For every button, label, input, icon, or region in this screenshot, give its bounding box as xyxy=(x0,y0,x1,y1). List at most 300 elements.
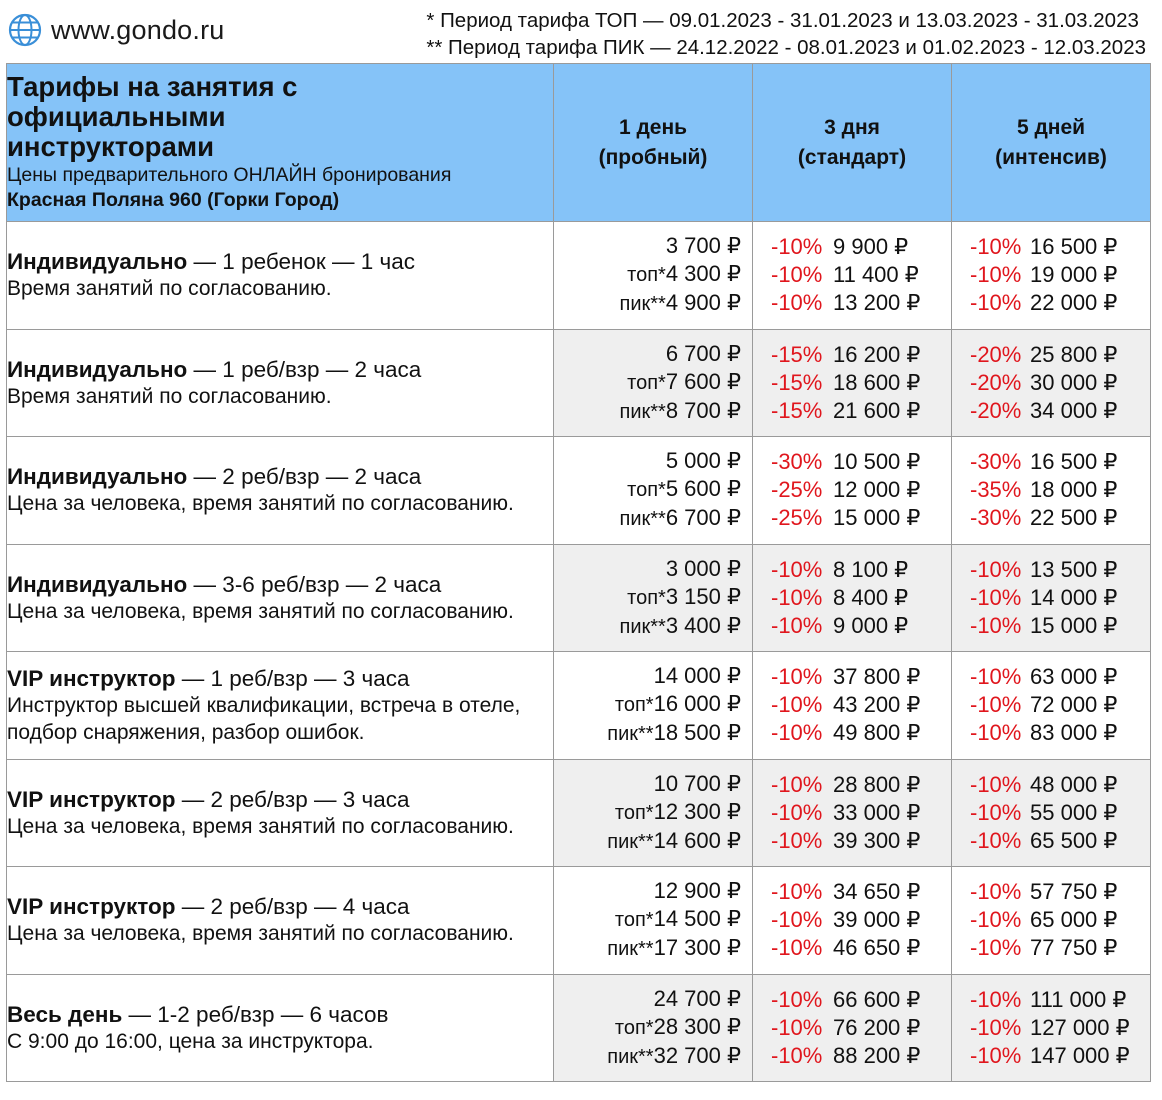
service-note: Цена за человека, время занятий по согласованию. xyxy=(7,599,514,623)
discount-value: -10% xyxy=(970,935,1022,961)
discount-value: -10% xyxy=(970,262,1022,288)
price-value: 46 650 ₽ xyxy=(833,935,921,961)
tier-label: топ* xyxy=(627,371,666,394)
discount-value: -15% xyxy=(771,397,823,423)
price-line-peak xyxy=(753,1042,951,1070)
service-description-cell xyxy=(7,437,554,545)
top-bar xyxy=(0,0,1162,62)
tier-label: пик** xyxy=(619,508,666,531)
discount-value: -10% xyxy=(771,720,823,746)
price-line-peak xyxy=(952,1042,1150,1070)
service-description-cell xyxy=(7,974,554,1082)
price-value: 49 800 ₽ xyxy=(833,720,921,746)
price-value: 13 500 ₽ xyxy=(1030,556,1118,582)
price-line-base xyxy=(952,233,1150,261)
price-line-top xyxy=(554,368,752,397)
price-line-top xyxy=(952,691,1150,719)
price-line-peak xyxy=(554,289,752,318)
price-line-peak xyxy=(753,289,951,317)
site-link[interactable] xyxy=(8,10,225,50)
price-value: 14 000 ₽ xyxy=(653,663,741,689)
price-line-top xyxy=(952,906,1150,934)
price-value: 12 000 ₽ xyxy=(833,477,921,503)
table-location: Красная Поляна 960 (Горки Город) xyxy=(7,189,340,211)
price-line-base xyxy=(554,662,752,690)
column-header-1-day xyxy=(554,64,753,222)
discount-value: -20% xyxy=(970,397,1022,423)
service-detail: — 1 реб/взр — 3 часа xyxy=(175,665,410,691)
price-value: 25 800 ₽ xyxy=(1030,341,1118,367)
price-line-peak xyxy=(554,827,752,856)
price-line-base xyxy=(753,233,951,261)
discount-value: -20% xyxy=(970,341,1022,367)
service-title xyxy=(7,1001,553,1028)
service-note: Время занятий по согласованию. xyxy=(7,277,332,301)
price-value: 15 000 ₽ xyxy=(833,505,921,531)
discount-value: -10% xyxy=(771,262,823,288)
price-line-base xyxy=(554,770,752,798)
price-value: 18 500 ₽ xyxy=(653,720,741,746)
discount-value: -30% xyxy=(970,449,1022,475)
price-value: 147 000 ₽ xyxy=(1030,1042,1130,1068)
discount-value: -10% xyxy=(970,692,1022,718)
price-value: 16 500 ₽ xyxy=(1030,449,1118,475)
column-header-label: 1 день xyxy=(618,115,688,139)
price-cell-1-day xyxy=(554,759,753,867)
price-table-body xyxy=(7,222,1151,1082)
price-value: 7 600 ₽ xyxy=(665,368,741,394)
column-header-3-days xyxy=(753,64,952,222)
service-description-cell xyxy=(7,867,554,975)
discount-value: -10% xyxy=(970,799,1022,825)
discount-value: -10% xyxy=(771,986,823,1012)
service-title xyxy=(7,356,553,383)
discount-value: -25% xyxy=(771,477,823,503)
service-name: VIP инструктор xyxy=(7,894,176,920)
column-header-sublabel: (стандарт) xyxy=(797,145,907,169)
note-peak-period: ** Период тарифа ПИК — 24.12.2022 - 08.01.2023 и 01.02.2023 - 12.03.2023 xyxy=(426,36,1146,59)
price-value: 18 600 ₽ xyxy=(833,369,921,395)
discount-value: -10% xyxy=(970,664,1022,690)
table-row xyxy=(7,867,1151,975)
price-line-base xyxy=(753,878,951,906)
price-value: 9 900 ₽ xyxy=(833,234,909,260)
note-top-period: * Период тарифа ТОП — 09.01.2023 - 31.01.2023 и 13.03.2023 - 31.03.2023 xyxy=(426,9,1139,32)
price-value: 13 200 ₽ xyxy=(833,290,921,316)
discount-value: -25% xyxy=(771,505,823,531)
price-line-top xyxy=(952,261,1150,289)
service-note: Цена за человека, время занятий по согласованию. xyxy=(7,492,514,516)
discount-value: -10% xyxy=(970,907,1022,933)
price-value: 22 500 ₽ xyxy=(1030,505,1118,531)
price-cell-5-days xyxy=(952,329,1151,437)
service-title xyxy=(7,665,553,692)
price-line-top xyxy=(753,1014,951,1042)
service-description-cell xyxy=(7,329,554,437)
price-value: 65 000 ₽ xyxy=(1030,907,1118,933)
service-name: Индивидуально xyxy=(7,249,188,275)
price-value: 8 700 ₽ xyxy=(665,397,741,423)
price-line-top xyxy=(554,1013,752,1042)
table-subtitle: Цены предварительного ОНЛАЙН бронирования xyxy=(7,164,452,186)
price-cell-5-days xyxy=(952,544,1151,652)
discount-value: -10% xyxy=(771,692,823,718)
price-line-base xyxy=(753,986,951,1014)
price-value: 19 000 ₽ xyxy=(1030,262,1118,288)
price-line-top xyxy=(554,475,752,504)
price-cell-5-days xyxy=(952,759,1151,867)
price-value: 3 000 ₽ xyxy=(665,555,741,581)
price-value: 127 000 ₽ xyxy=(1030,1014,1130,1040)
price-value: 3 700 ₽ xyxy=(665,233,741,259)
price-value: 10 700 ₽ xyxy=(653,770,741,796)
tier-label: топ* xyxy=(614,801,654,824)
discount-value: -10% xyxy=(771,664,823,690)
price-value: 30 000 ₽ xyxy=(1030,369,1118,395)
column-header-5-days xyxy=(952,64,1151,222)
price-value: 63 000 ₽ xyxy=(1030,664,1118,690)
discount-value: -10% xyxy=(970,612,1022,638)
price-value: 8 400 ₽ xyxy=(833,584,909,610)
tier-label: топ* xyxy=(627,264,666,287)
discount-value: -10% xyxy=(970,827,1022,853)
price-line-base xyxy=(753,341,951,369)
price-cell-5-days xyxy=(952,437,1151,545)
price-value: 5 600 ₽ xyxy=(665,476,741,502)
price-value: 22 000 ₽ xyxy=(1030,290,1118,316)
service-description-cell xyxy=(7,652,554,760)
service-name: Индивидуально xyxy=(7,356,188,382)
tier-label: пик** xyxy=(607,723,654,746)
price-line-top xyxy=(753,584,951,612)
site-url[interactable]: www.gondo.ru xyxy=(51,14,225,45)
service-detail: — 1 реб/взр — 2 часа xyxy=(187,356,422,382)
price-line-peak xyxy=(753,934,951,962)
price-line-peak xyxy=(753,612,951,640)
price-cell-5-days xyxy=(952,652,1151,760)
price-cell-3-days xyxy=(753,222,952,330)
price-value: 6 700 ₽ xyxy=(665,505,741,531)
service-title xyxy=(7,893,553,920)
price-value: 8 100 ₽ xyxy=(833,556,909,582)
price-line-base xyxy=(554,232,752,260)
price-line-base xyxy=(952,878,1150,906)
price-value: 39 000 ₽ xyxy=(833,907,921,933)
service-detail: — 2 реб/взр — 4 часа xyxy=(175,894,410,920)
service-note: С 9:00 до 16:00, цена за инструктора. xyxy=(7,1029,374,1053)
discount-value: -15% xyxy=(771,369,823,395)
tier-label: пик** xyxy=(607,1045,654,1068)
table-row xyxy=(7,544,1151,652)
price-table xyxy=(6,63,1151,1082)
service-description-cell xyxy=(7,222,554,330)
price-cell-1-day xyxy=(554,867,753,975)
price-line-top xyxy=(753,691,951,719)
price-value: 48 000 ₽ xyxy=(1030,771,1118,797)
price-value: 14 500 ₽ xyxy=(653,906,741,932)
price-line-base xyxy=(952,448,1150,476)
price-line-base xyxy=(952,556,1150,584)
service-description-cell xyxy=(7,759,554,867)
service-name: Индивидуально xyxy=(7,464,188,490)
price-value: 15 000 ₽ xyxy=(1030,612,1118,638)
tier-label: пик** xyxy=(619,293,666,316)
price-line-peak xyxy=(753,827,951,855)
discount-value: -10% xyxy=(771,799,823,825)
discount-value: -10% xyxy=(970,771,1022,797)
service-note: Цена за человека, время занятий по согласованию. xyxy=(7,922,514,946)
column-header-label: 3 дня xyxy=(824,115,880,139)
tier-label: топ* xyxy=(614,694,654,717)
price-line-base xyxy=(554,877,752,905)
price-value: 21 600 ₽ xyxy=(833,397,921,423)
price-line-top xyxy=(753,799,951,827)
price-line-top xyxy=(952,369,1150,397)
price-value: 57 750 ₽ xyxy=(1030,879,1118,905)
price-line-peak xyxy=(952,827,1150,855)
price-value: 3 150 ₽ xyxy=(665,583,741,609)
price-value: 5 000 ₽ xyxy=(665,448,741,474)
price-line-base xyxy=(753,663,951,691)
discount-value: -10% xyxy=(771,584,823,610)
table-row xyxy=(7,974,1151,1082)
price-value: 16 200 ₽ xyxy=(833,341,921,367)
price-value: 83 000 ₽ xyxy=(1030,720,1118,746)
price-value: 76 200 ₽ xyxy=(833,1014,921,1040)
globe-icon xyxy=(8,13,42,47)
discount-value: -35% xyxy=(970,477,1022,503)
service-title xyxy=(7,571,553,598)
table-title-cell xyxy=(7,64,554,222)
tariff-period-notes xyxy=(426,7,1146,61)
price-value: 10 500 ₽ xyxy=(833,449,921,475)
discount-value: -10% xyxy=(771,234,823,260)
price-value: 88 200 ₽ xyxy=(833,1042,921,1068)
table-row xyxy=(7,652,1151,760)
price-line-peak xyxy=(952,719,1150,747)
discount-value: -30% xyxy=(970,505,1022,531)
service-name: Индивидуально xyxy=(7,571,188,597)
price-line-base xyxy=(952,341,1150,369)
service-name: Весь день xyxy=(7,1001,123,1027)
price-line-peak xyxy=(554,719,752,748)
column-header-sublabel: (интенсив) xyxy=(995,145,1107,169)
discount-value: -10% xyxy=(970,556,1022,582)
price-value: 3 400 ₽ xyxy=(665,612,741,638)
price-line-base xyxy=(554,340,752,368)
service-name: VIP инструктор xyxy=(7,665,176,691)
price-line-peak xyxy=(952,504,1150,532)
price-value: 28 300 ₽ xyxy=(653,1013,741,1039)
discount-value: -20% xyxy=(970,369,1022,395)
price-value: 16 000 ₽ xyxy=(653,691,741,717)
column-header-label: 5 дней xyxy=(1016,115,1086,139)
price-value: 11 400 ₽ xyxy=(833,262,919,288)
price-line-peak xyxy=(753,397,951,425)
price-value: 6 700 ₽ xyxy=(665,340,741,366)
price-cell-5-days xyxy=(952,867,1151,975)
price-value: 39 300 ₽ xyxy=(833,827,921,853)
price-line-top xyxy=(753,476,951,504)
tier-label: пик** xyxy=(607,938,654,961)
service-description-cell xyxy=(7,544,554,652)
price-value: 17 300 ₽ xyxy=(653,935,741,961)
price-cell-1-day xyxy=(554,544,753,652)
price-value: 77 750 ₽ xyxy=(1030,935,1118,961)
price-line-peak xyxy=(952,397,1150,425)
discount-value: -10% xyxy=(771,1014,823,1040)
price-line-base xyxy=(952,771,1150,799)
service-detail: — 2 реб/взр — 2 часа xyxy=(187,464,422,490)
price-line-top xyxy=(952,584,1150,612)
service-title xyxy=(7,248,553,275)
price-value: 12 900 ₽ xyxy=(653,878,741,904)
price-cell-3-days xyxy=(753,437,952,545)
price-line-base xyxy=(554,985,752,1013)
discount-value: -30% xyxy=(771,449,823,475)
price-line-peak xyxy=(554,934,752,963)
price-value: 111 000 ₽ xyxy=(1030,986,1127,1012)
price-cell-3-days xyxy=(753,652,952,760)
column-header-sublabel: (пробный) xyxy=(598,145,708,169)
tier-label: топ* xyxy=(627,479,666,502)
service-name: VIP инструктор xyxy=(7,786,176,812)
tier-label: топ* xyxy=(614,909,654,932)
discount-value: -10% xyxy=(771,556,823,582)
price-value: 12 300 ₽ xyxy=(653,798,741,824)
discount-value: -10% xyxy=(970,584,1022,610)
discount-value: -10% xyxy=(771,1042,823,1068)
price-line-base xyxy=(554,555,752,583)
price-cell-3-days xyxy=(753,329,952,437)
price-line-base xyxy=(554,447,752,475)
price-line-peak xyxy=(554,1042,752,1071)
price-line-base xyxy=(952,986,1150,1014)
discount-value: -15% xyxy=(771,341,823,367)
price-line-peak xyxy=(952,934,1150,962)
price-cell-1-day xyxy=(554,652,753,760)
price-value: 55 000 ₽ xyxy=(1030,799,1118,825)
discount-value: -10% xyxy=(970,234,1022,260)
price-line-top xyxy=(952,1014,1150,1042)
tier-label: топ* xyxy=(627,586,666,609)
table-row xyxy=(7,759,1151,867)
price-line-peak xyxy=(554,397,752,426)
price-value: 18 000 ₽ xyxy=(1030,477,1118,503)
discount-value: -10% xyxy=(970,986,1022,1012)
discount-value: -10% xyxy=(970,879,1022,905)
price-line-peak xyxy=(554,612,752,641)
tier-label: пик** xyxy=(619,615,666,638)
table-header-row xyxy=(7,64,1151,222)
price-line-peak xyxy=(554,504,752,533)
table-row xyxy=(7,329,1151,437)
service-detail: — 3-6 реб/взр — 2 часа xyxy=(187,571,442,597)
price-cell-3-days xyxy=(753,974,952,1082)
discount-value: -10% xyxy=(771,612,823,638)
price-value: 24 700 ₽ xyxy=(653,985,741,1011)
table-title: Тарифы на занятия с официальными инструкторами xyxy=(7,71,298,162)
discount-value: -10% xyxy=(771,879,823,905)
price-cell-1-day xyxy=(554,222,753,330)
price-cell-1-day xyxy=(554,974,753,1082)
service-note: Инструктор высшей квалификации, встреча в отеле, подбор снаряжения, разбор ошибок. xyxy=(7,693,521,744)
price-line-top xyxy=(952,476,1150,504)
price-value: 4 300 ₽ xyxy=(665,261,741,287)
discount-value: -10% xyxy=(771,935,823,961)
price-line-base xyxy=(952,663,1150,691)
price-cell-1-day xyxy=(554,437,753,545)
price-value: 37 800 ₽ xyxy=(833,664,921,690)
discount-value: -10% xyxy=(771,771,823,797)
service-note: Цена за человека, время занятий по согласованию. xyxy=(7,814,514,838)
price-line-peak xyxy=(753,719,951,747)
discount-value: -10% xyxy=(970,290,1022,316)
service-title xyxy=(7,786,553,813)
price-value: 16 500 ₽ xyxy=(1030,234,1118,260)
service-detail: — 2 реб/взр — 3 часа xyxy=(175,786,410,812)
price-value: 28 800 ₽ xyxy=(833,771,921,797)
service-title xyxy=(7,463,553,490)
price-value: 33 000 ₽ xyxy=(833,799,921,825)
price-line-top xyxy=(753,369,951,397)
tier-label: пик** xyxy=(619,400,666,423)
discount-value: -10% xyxy=(771,290,823,316)
price-cell-3-days xyxy=(753,759,952,867)
price-line-top xyxy=(753,261,951,289)
price-cell-3-days xyxy=(753,544,952,652)
price-line-base xyxy=(753,556,951,584)
price-line-top xyxy=(554,905,752,934)
price-line-top xyxy=(554,798,752,827)
discount-value: -10% xyxy=(970,1042,1022,1068)
price-line-peak xyxy=(952,612,1150,640)
price-line-top xyxy=(554,260,752,289)
price-value: 66 600 ₽ xyxy=(833,986,921,1012)
price-value: 4 900 ₽ xyxy=(665,290,741,316)
price-line-top xyxy=(753,906,951,934)
price-cell-5-days xyxy=(952,974,1151,1082)
discount-value: -10% xyxy=(771,907,823,933)
tier-label: пик** xyxy=(607,830,654,853)
price-value: 72 000 ₽ xyxy=(1030,692,1118,718)
price-value: 9 000 ₽ xyxy=(833,612,909,638)
price-value: 14 600 ₽ xyxy=(653,827,741,853)
price-line-top xyxy=(554,690,752,719)
price-value: 65 500 ₽ xyxy=(1030,827,1118,853)
price-line-base xyxy=(753,771,951,799)
price-cell-1-day xyxy=(554,329,753,437)
price-line-peak xyxy=(952,289,1150,317)
price-line-top xyxy=(554,583,752,612)
price-line-base xyxy=(753,448,951,476)
discount-value: -10% xyxy=(771,827,823,853)
table-row xyxy=(7,437,1151,545)
discount-value: -10% xyxy=(970,1014,1022,1040)
discount-value: -10% xyxy=(970,720,1022,746)
tier-label: топ* xyxy=(614,1016,654,1039)
price-line-peak xyxy=(753,504,951,532)
service-detail: — 1 ребенок — 1 час xyxy=(187,249,416,275)
price-cell-5-days xyxy=(952,222,1151,330)
price-value: 43 200 ₽ xyxy=(833,692,921,718)
price-cell-3-days xyxy=(753,867,952,975)
price-value: 34 650 ₽ xyxy=(833,879,921,905)
price-value: 14 000 ₽ xyxy=(1030,584,1118,610)
service-detail: — 1-2 реб/взр — 6 часов xyxy=(122,1001,389,1027)
service-note: Время занятий по согласованию. xyxy=(7,384,332,408)
table-row xyxy=(7,222,1151,330)
